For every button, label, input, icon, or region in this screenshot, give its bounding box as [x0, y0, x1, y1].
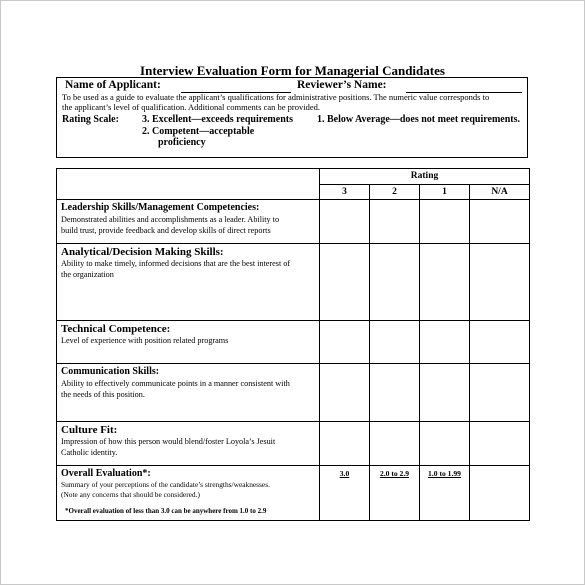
rating-cell-3[interactable]: [320, 244, 370, 321]
overall-evaluation-cell: [57, 466, 320, 521]
column-3-header: 3: [320, 185, 370, 200]
criterion-title: Technical Competence:: [61, 323, 171, 335]
criterion-title: Leadership Skills/Management Competencies:: [61, 202, 260, 213]
rating-cell-2[interactable]: [370, 200, 420, 244]
rating-cell-na[interactable]: [470, 321, 530, 364]
scale-1-text: 1. Below Average—does not meet requirements.: [317, 114, 521, 125]
rating-cell-na[interactable]: [470, 244, 530, 321]
overall-evaluation-desc: (Note any concerns that should be considered.): [61, 490, 200, 499]
criterion-desc: Level of experience with position related programs: [61, 336, 229, 345]
rating-header-row: [57, 169, 530, 185]
rating-cell-3[interactable]: [320, 200, 370, 244]
criterion-desc: Ability to effectively communicate points in a manner consistent with: [61, 379, 290, 388]
criterion-title: Culture Fit:: [61, 424, 118, 436]
criterion-row-leadership: [57, 200, 530, 244]
rating-cell-2[interactable]: [370, 422, 420, 466]
criterion-desc: Catholic identity.: [61, 448, 118, 457]
criterion-cell: [57, 321, 320, 364]
scale-2-text: 2. Competent—acceptable: [142, 126, 255, 137]
overall-scale-1[interactable]: 1.0 to 1.99: [420, 466, 470, 521]
rating-cell-na[interactable]: [470, 422, 530, 466]
rating-cell-1[interactable]: [420, 422, 470, 466]
criterion-cell: [57, 364, 320, 422]
criterion-desc: the organization: [61, 270, 114, 279]
criterion-desc: build trust, provide feedback and develop skills of direct reports: [61, 226, 271, 235]
reviewer-name-label: Reviewer’s Name:: [297, 79, 387, 91]
criterion-row-culture-fit: [57, 422, 530, 466]
rating-cell-1[interactable]: [420, 244, 470, 321]
rating-cell-na[interactable]: [470, 200, 530, 244]
rating-cell-3[interactable]: [320, 422, 370, 466]
column-1-header: 1: [420, 185, 470, 200]
rating-header: Rating: [320, 169, 530, 185]
rating-cell-na[interactable]: [470, 364, 530, 422]
rating-cell-2[interactable]: [370, 244, 420, 321]
overall-evaluation-footnote: *Overall evaluation of less than 3.0 can be anywhere from 1.0 to 2.9: [65, 507, 267, 515]
reviewer-name-field[interactable]: [406, 79, 522, 93]
evaluation-table: [56, 168, 530, 521]
applicant-name-field[interactable]: [181, 79, 291, 93]
rating-cell-3[interactable]: [320, 321, 370, 364]
applicant-info-box: [56, 77, 528, 158]
applicant-name-label: Name of Applicant:: [65, 79, 161, 91]
criterion-cell: [57, 422, 320, 466]
rating-cell-3[interactable]: [320, 364, 370, 422]
criterion-row-communication: [57, 364, 530, 422]
overall-evaluation-row: [57, 466, 530, 521]
rating-scale-label: Rating Scale:: [62, 114, 119, 125]
form-title: Interview Evaluation Form for Managerial Candidates: [140, 63, 445, 78]
overall-scale-na[interactable]: [470, 466, 530, 521]
criterion-title: Analytical/Decision Making Skills:: [61, 246, 224, 258]
overall-scale-2[interactable]: 2.0 to 2.9: [370, 466, 420, 521]
rating-cell-2[interactable]: [370, 321, 420, 364]
criterion-row-technical: [57, 321, 530, 364]
scale-3-text: 3. Excellent—exceeds requirements: [142, 114, 293, 125]
criterion-desc: Demonstrated abilities and accomplishments as a leader. Ability to: [61, 215, 280, 224]
intro-text-line1: To be used as a guide to evaluate the applicant’s qualifications for administrative positions. The numeric value corresponds to: [62, 92, 490, 102]
column-na-header: N/A: [470, 185, 530, 200]
column-2-header: 2: [370, 185, 420, 200]
criterion-title: Communication Skills:: [61, 366, 160, 377]
overall-evaluation-title: Overall Evaluation*:: [61, 468, 151, 479]
criterion-cell: [57, 244, 320, 321]
intro-text-line2: the applicant’s level of qualification. Additional comments can be provided.: [62, 102, 320, 112]
criterion-desc: the needs of this position.: [61, 390, 145, 399]
scale-2-text-cont: proficiency: [158, 137, 206, 148]
rating-cell-1[interactable]: [420, 321, 470, 364]
overall-scale-3[interactable]: 3.0: [320, 466, 370, 521]
criterion-row-analytical: [57, 244, 530, 321]
rating-cell-1[interactable]: [420, 364, 470, 422]
overall-evaluation-desc: Summary of your perceptions of the candidate’s strengths/weaknesses.: [61, 480, 270, 489]
criterion-desc: Ability to make timely, informed decisions that are the best interest of: [61, 259, 291, 268]
criterion-desc: Impression of how this person would blend/foster Loyola’s Jesuit: [61, 437, 276, 446]
rating-cell-2[interactable]: [370, 364, 420, 422]
rating-cell-1[interactable]: [420, 200, 470, 244]
header-blank-cell: [57, 169, 320, 200]
criterion-cell: [57, 200, 320, 244]
